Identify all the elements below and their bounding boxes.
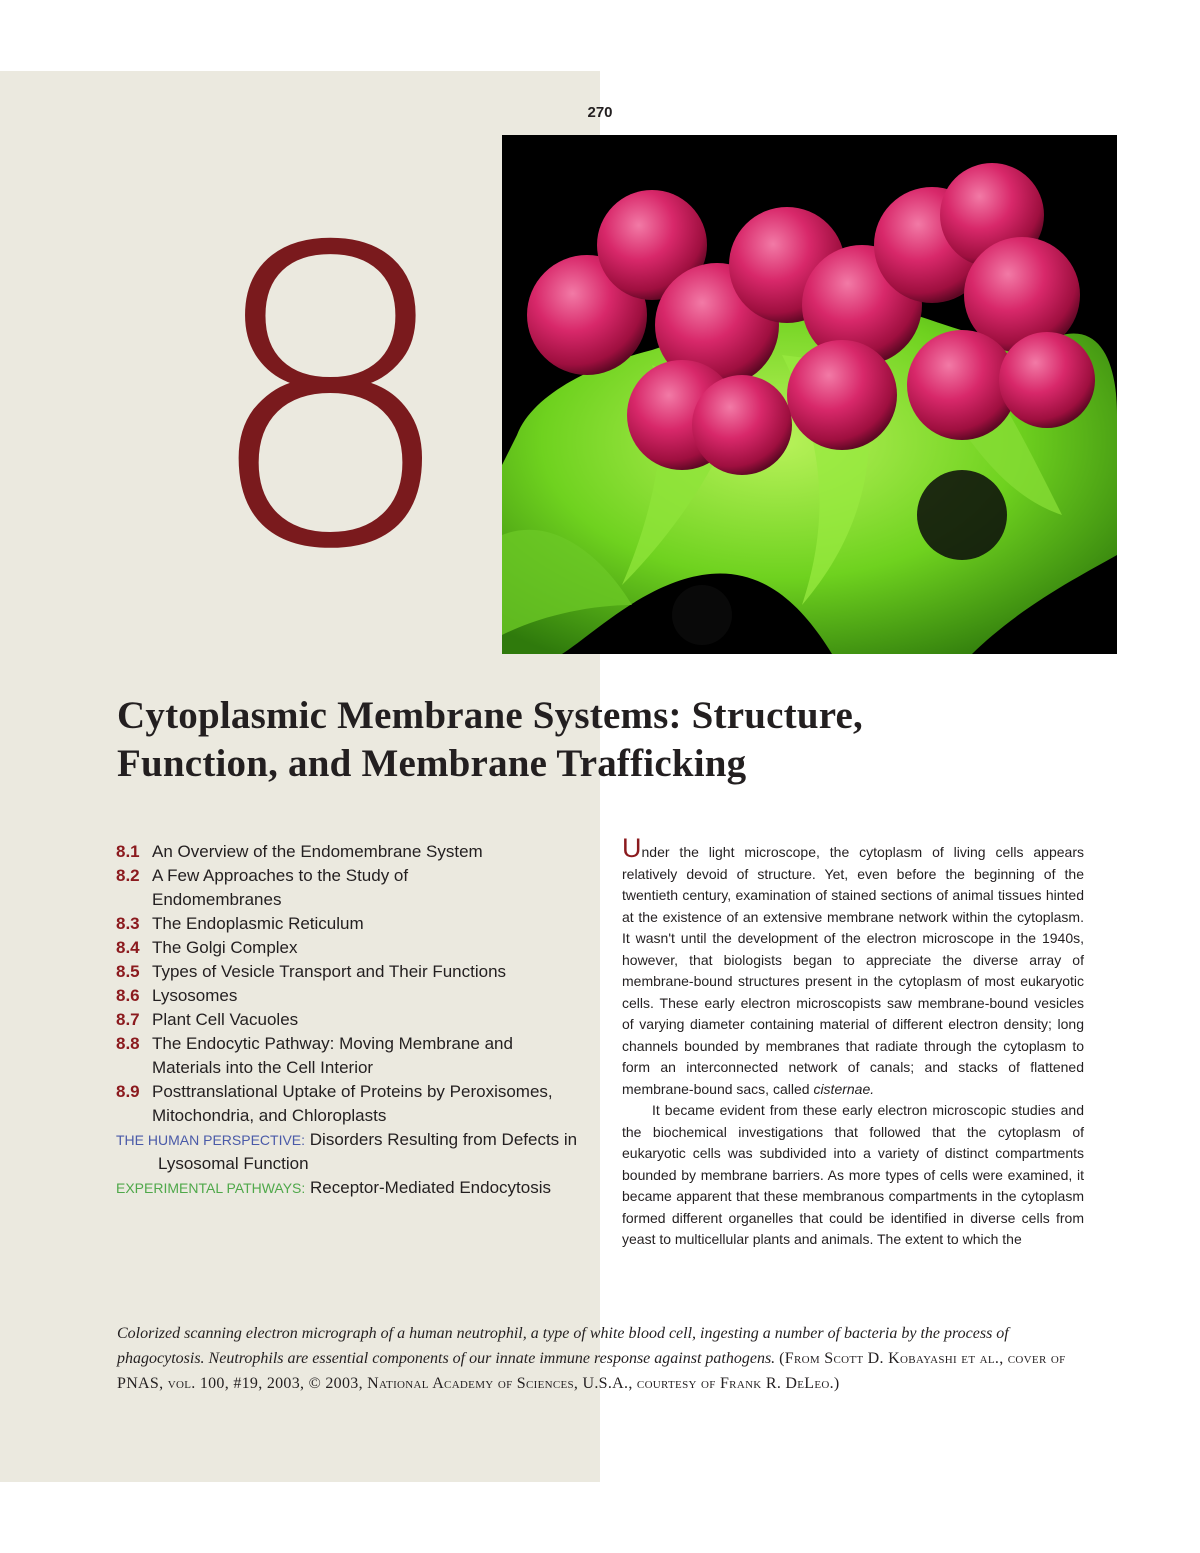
toc-label: Types of Vesicle Transport and Their Functions <box>152 962 507 981</box>
toc-number: 8.4 <box>116 938 140 957</box>
chapter-outline <box>116 840 586 1200</box>
toc-number: 8.7 <box>116 1010 140 1029</box>
chapter-title-line-2: Function, and Membrane Trafficking <box>117 742 747 785</box>
toc-label: The Golgi Complex <box>152 938 298 957</box>
toc-number: 8.8 <box>116 1034 140 1053</box>
toc-item-8-1 <box>116 840 586 864</box>
toc-number: 8.3 <box>116 914 140 933</box>
toc-number: 8.9 <box>116 1082 140 1101</box>
paragraph-text: nder the light microscope, the cytoplasm of living cells appears relatively devoid of structure. Yet, even before the beginning of the twentieth century, examination of stained sections of animal tissues hinted at the existence of an extensive membrane network within the cytoplasm. It wasn't until the development of the electron microscope in the 1940s, however, that biologists began to appreciate the diverse array of membrane-bound structures present in the cytoplasm of most eukaryotic cells. These early electron microscopists saw membrane-bound vesicles of varying diameter containing material of different electron density; long channels bounded by membranes that radiate through the cytoplasm to form an interconnected network of canals; and stacks of flattened membrane-bound sacs, called <box>622 844 1084 1097</box>
toc-label: The Endoplasmic Reticulum <box>152 914 364 933</box>
toc-number: 8.6 <box>116 986 140 1005</box>
term-cisternae: cisternae. <box>813 1080 875 1097</box>
toc-number: 8.5 <box>116 962 140 981</box>
toc-label: The Endocytic Pathway: Moving Membrane and Materials into the Cell Interior <box>152 1034 513 1077</box>
toc-item-8-2 <box>116 864 586 912</box>
toc-number: 8.2 <box>116 866 140 885</box>
toc-label: A Few Approaches to the Study of Endomembranes <box>152 866 409 909</box>
toc-item-8-3 <box>116 912 586 936</box>
toc-number: 8.1 <box>116 842 140 861</box>
toc-label: Plant Cell Vacuoles <box>152 1010 299 1029</box>
intro-text <box>622 833 1084 1251</box>
toc-item-8-8 <box>116 1032 586 1080</box>
feature-label: Disorders Resulting from Defects in Lysosomal Function <box>158 1130 578 1173</box>
toc-item-8-5 <box>116 960 586 984</box>
page-number: 270 <box>587 104 613 121</box>
toc-label: An Overview of the Endomembrane System <box>152 842 483 861</box>
toc-item-8-6 <box>116 984 586 1008</box>
drop-cap: U <box>622 833 642 863</box>
figure-caption <box>117 1321 1085 1396</box>
toc-label: Lysosomes <box>152 986 238 1005</box>
toc-item-8-7 <box>116 1008 586 1032</box>
feature-tag: EXPERIMENTAL PATHWAYS: <box>116 1180 306 1196</box>
intro-paragraph-1 <box>622 833 1084 1100</box>
feature-experimental-pathways <box>116 1176 586 1200</box>
toc-item-8-4 <box>116 936 586 960</box>
chapter-title-line-1: Cytoplasmic Membrane Systems: Structure, <box>117 694 863 737</box>
toc-label: Posttranslational Uptake of Proteins by Peroxisomes, Mitochondria, and Chloroplasts <box>152 1082 553 1125</box>
chapter-title <box>117 692 1077 788</box>
feature-tag: THE HUMAN PERSPECTIVE: <box>116 1132 306 1148</box>
chapter-number: 8 <box>200 161 451 639</box>
intro-paragraph-2: It became evident from these early electron microscopic studies and the biochemical investigations that followed that the cytoplasm of eukaryotic cells was subdivided into a variety of distinct compartments bounded by membrane barriers. As more types of cells were examined, it became apparent that these membranous compartments in the cytoplasm formed different organelles that could be identified in diverse cells from yeast to multicellular plants and animals. The extent to which the <box>622 1102 1084 1247</box>
toc-item-8-9 <box>116 1080 586 1128</box>
feature-human-perspective <box>116 1128 586 1176</box>
feature-label: Receptor-Mediated Endocytosis <box>310 1178 551 1197</box>
caption-credit: (From Scott D. Kobayashi et al., cover of PNAS, vol. 100, #19, 2003, © 2003, National Academy of Sciences, U.S.A., courtesy of Frank R. DeLeo.) <box>117 1350 1066 1392</box>
electron-micrograph-image <box>502 135 1117 654</box>
caption-description: Colorized scanning electron micrograph of a human neutrophil, a type of white blood cell, ingesting a number of bacteria by the process of phagocytosis. Neutrophils are essential components of our innate immune response against pathogens. <box>117 1325 1009 1367</box>
